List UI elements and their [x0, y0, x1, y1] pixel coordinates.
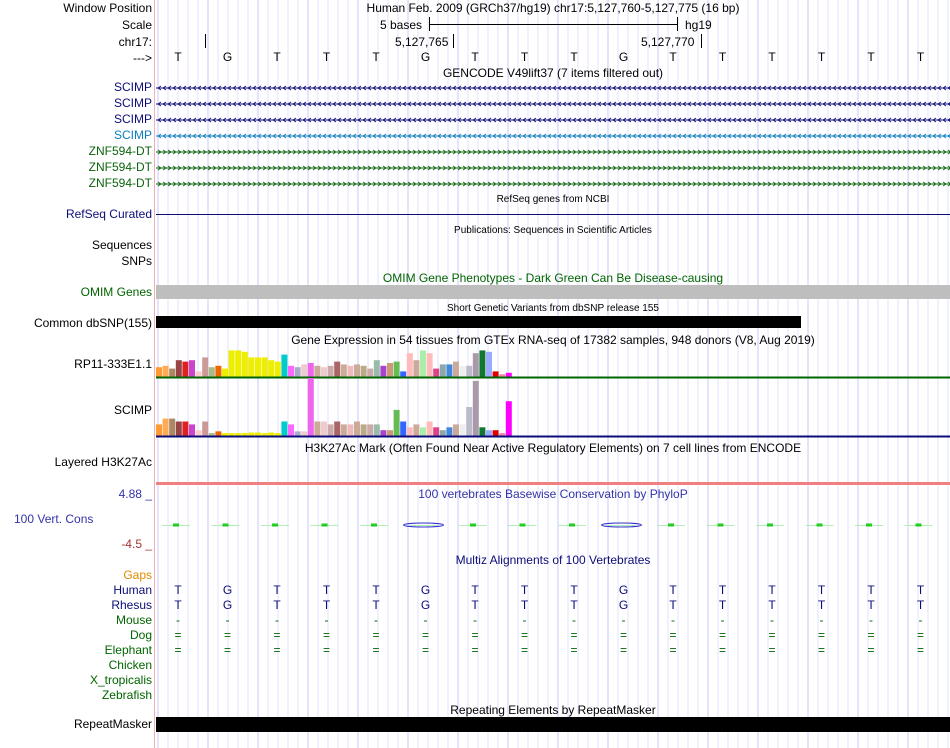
alignment-base: T: [718, 583, 727, 597]
alignment-base: =: [570, 643, 578, 657]
gtex-tissue-bar[interactable]: [394, 362, 400, 377]
base-letter: T: [273, 50, 281, 64]
alignment-base: -: [324, 613, 329, 627]
gtex-tissue-bar[interactable]: [182, 422, 188, 437]
gtex-tissue-bar[interactable]: [281, 422, 287, 437]
alignment-base: T: [322, 598, 331, 612]
gtex-tissue-bar[interactable]: [427, 422, 433, 437]
ruler-tick-2: [453, 34, 454, 48]
gtex-tissue-bar[interactable]: [169, 369, 175, 377]
scale-bar-left-tick: [429, 17, 430, 31]
phylop-min: -4.5 _: [121, 537, 152, 551]
gtex-tissue-bar[interactable]: [202, 357, 208, 377]
gtex-gene-label-1[interactable]: RP11-333E1.1: [74, 357, 152, 371]
coord-1: 5,127,765: [395, 35, 449, 49]
gtex-tissue-bar[interactable]: [189, 360, 195, 377]
gtex-tissue-bar[interactable]: [407, 427, 413, 436]
base-letter: T: [570, 50, 578, 64]
gtex-tissue-bar[interactable]: [341, 364, 347, 377]
gtex-tissue-bar[interactable]: [479, 350, 485, 377]
base-letter: T: [768, 50, 776, 64]
gtex-tissue-bar[interactable]: [248, 433, 254, 436]
alignment-base: G: [618, 598, 629, 612]
alignment-base: T: [867, 583, 875, 597]
alignment-base: T: [768, 598, 776, 612]
alignment-base: =: [372, 643, 380, 657]
alignment-base: =: [471, 643, 479, 657]
gtex-tissue-bar[interactable]: [446, 427, 452, 436]
gtex-tissue-bar[interactable]: [347, 366, 353, 377]
base-letter: G: [618, 50, 629, 64]
gtex-tissue-bar[interactable]: [374, 360, 380, 377]
alignment-base: G: [618, 583, 629, 597]
gtex-tissue-bar[interactable]: [420, 350, 426, 377]
gtex-tissue-bar[interactable]: [433, 369, 439, 377]
base-letter: T: [916, 50, 925, 64]
h3k27ac-label[interactable]: Layered H3K27Ac: [54, 455, 152, 469]
gtex-tissue-bar[interactable]: [486, 352, 492, 377]
scale-assembly: hg19: [685, 18, 712, 32]
alignment-base: =: [372, 628, 380, 642]
scale-bar: [429, 24, 678, 25]
alignment-base: -: [225, 613, 230, 627]
alignment-base: -: [522, 613, 527, 627]
alignment-base: -: [176, 613, 180, 627]
gtex-tissue-bar[interactable]: [308, 363, 314, 377]
gtex-tissue-bar[interactable]: [301, 364, 307, 377]
alignment-base: =: [520, 643, 528, 657]
gtex-tissue-bar[interactable]: [163, 366, 169, 377]
strand-label: --->: [133, 51, 152, 65]
gtex-tissue-bar[interactable]: [354, 364, 360, 377]
gtex-tissue-bar[interactable]: [176, 422, 182, 437]
species-label[interactable]: Rhesus: [111, 598, 152, 612]
gtex-tissue-bar[interactable]: [301, 431, 307, 436]
phylop-score-mark[interactable]: [817, 524, 823, 527]
base-letter: T: [669, 50, 677, 64]
alignment-base: -: [770, 613, 774, 627]
gtex-tissue-bar[interactable]: [163, 419, 169, 436]
window-position-value: Human Feb. 2009 (GRCh37/hg19) chr17:5,127,760-5,127,775 (16 bp): [366, 1, 740, 15]
gtex-track[interactable]: [156, 345, 950, 440]
gtex-tissue-bar[interactable]: [288, 424, 294, 436]
alignment-base: G: [222, 598, 233, 612]
alignment-base: -: [869, 613, 873, 627]
gtex-tissue-bar[interactable]: [413, 424, 419, 436]
species-label[interactable]: Zebrafish: [101, 688, 152, 702]
phylop-score-mark[interactable]: [173, 524, 179, 527]
alignment-base: -: [423, 613, 428, 627]
gtex-tissue-bar[interactable]: [380, 430, 386, 436]
omim-label[interactable]: OMIM Genes: [80, 285, 152, 299]
multiz-title: Multiz Alignments of 100 Vertebrates: [455, 553, 651, 567]
phylop-score-mark[interactable]: [322, 524, 328, 527]
alignment-base: =: [768, 628, 776, 642]
gtex-tissue-bar[interactable]: [479, 427, 485, 436]
ruler-tick-3: [701, 34, 702, 48]
alignment-base: =: [718, 628, 726, 642]
repeatmasker-label[interactable]: RepeatMasker: [73, 717, 152, 731]
alignment-base: =: [768, 643, 776, 657]
alignment-base: -: [572, 613, 576, 627]
gtex-tissue-bar[interactable]: [196, 371, 202, 377]
gtex-tissue-bar[interactable]: [361, 366, 367, 377]
base-letter: G: [420, 50, 431, 64]
alignment-base: T: [273, 583, 281, 597]
gtex-tissue-bar[interactable]: [400, 422, 406, 437]
chrom-label: chr17:: [118, 35, 152, 49]
gtex-tissue-bar[interactable]: [413, 360, 419, 377]
alignment-base: =: [223, 628, 231, 642]
alignment-base: -: [275, 613, 279, 627]
alignment-base: -: [621, 613, 626, 627]
gtex-tissue-bar[interactable]: [361, 424, 367, 436]
alignment-base: T: [817, 598, 826, 612]
gtex-tissue-bar[interactable]: [275, 362, 281, 377]
gtex-tissue-bar[interactable]: [473, 381, 479, 436]
gtex-tissue-bar[interactable]: [156, 424, 162, 436]
gtex-tissue-bar[interactable]: [420, 427, 426, 436]
phylop-label[interactable]: 100 Vert. Cons: [14, 512, 94, 526]
base-letter: T: [718, 50, 727, 64]
refseq-title: RefSeq genes from NCBI: [496, 194, 610, 205]
gtex-tissue-bar[interactable]: [222, 369, 228, 377]
alignment-base: T: [570, 583, 578, 597]
gtex-gene-label-2[interactable]: SCIMP: [113, 403, 152, 417]
alignment-base: -: [671, 613, 675, 627]
dbsnp-title: Short Genetic Variants from dbSNP release 155: [447, 303, 659, 314]
gtex-tissue-bar[interactable]: [433, 427, 439, 436]
gtex-tissue-bar[interactable]: [453, 424, 459, 436]
gtex-tissue-bar[interactable]: [387, 363, 393, 377]
gtex-title: Gene Expression in 54 tissues from GTEx RNA-seq of 17382 samples, 948 donors (V8, Aug 2019): [291, 333, 815, 347]
gtex-tissue-bar[interactable]: [466, 366, 472, 377]
gtex-tissue-bar[interactable]: [354, 422, 360, 437]
gtex-tissue-bar[interactable]: [374, 424, 380, 436]
gtex-tissue-bar[interactable]: [328, 366, 334, 377]
gtex-tissue-bar[interactable]: [341, 424, 347, 436]
gtex-tissue-bar[interactable]: [255, 433, 261, 436]
alignment-base: G: [420, 583, 431, 597]
alignment-base: =: [619, 643, 627, 657]
alignment-base: T: [768, 583, 776, 597]
gtex-tissue-bar[interactable]: [367, 424, 373, 436]
gtex-tissue-bar[interactable]: [506, 373, 512, 377]
gtex-tissue-bar[interactable]: [367, 369, 373, 377]
base-letter: T: [471, 50, 479, 64]
alignment-base: =: [421, 628, 429, 642]
gtex-tissue-bar[interactable]: [493, 430, 499, 436]
gtex-tissue-bar[interactable]: [235, 350, 241, 377]
phylop-score-mark[interactable]: [272, 524, 278, 527]
alignment-base: T: [916, 583, 925, 597]
gencode-item-label[interactable]: ZNF594-DT: [88, 176, 152, 190]
gencode-item-label[interactable]: SCIMP: [113, 112, 152, 126]
gtex-tissue-bar[interactable]: [440, 430, 446, 436]
gtex-tissue-bar[interactable]: [229, 350, 235, 377]
alignment-base: =: [916, 628, 924, 642]
gtex-tissue-bar[interactable]: [314, 366, 320, 377]
gtex-tissue-bar[interactable]: [288, 366, 294, 377]
gtex-tissue-bar[interactable]: [295, 367, 301, 377]
base-letter: G: [222, 50, 233, 64]
gtex-tissue-bar[interactable]: [215, 366, 221, 377]
alignment-base: =: [421, 643, 429, 657]
gtex-tissue-bar[interactable]: [466, 407, 472, 436]
window-position-label: Window Position: [63, 1, 152, 15]
phylop-score-mark[interactable]: [470, 524, 476, 527]
gtex-tissue-bar[interactable]: [321, 422, 327, 437]
gtex-tissue-bar[interactable]: [334, 362, 340, 377]
alignment-base: -: [473, 613, 477, 627]
species-label[interactable]: Chicken: [108, 658, 152, 672]
omim-title: OMIM Gene Phenotypes - Dark Green Can Be Disease-causing: [382, 271, 724, 285]
alignment-base: -: [819, 613, 824, 627]
gtex-tissue-bar[interactable]: [281, 355, 287, 377]
alignment-base: T: [372, 598, 380, 612]
phylop-score-mark[interactable]: [866, 524, 872, 527]
gtex-tissue-bar[interactable]: [268, 360, 274, 377]
dbsnp-bar[interactable]: [156, 316, 801, 328]
publications-title: Publications: Sequences in Scientific Articles: [454, 225, 652, 236]
gtex-tissue-bar[interactable]: [182, 362, 188, 377]
alignment-base: T: [322, 583, 331, 597]
gtex-tissue-bar[interactable]: [387, 430, 393, 436]
scale-label: Scale: [121, 18, 152, 32]
alignment-base: =: [174, 643, 182, 657]
base-letter: T: [174, 50, 182, 64]
gtex-tissue-bar[interactable]: [460, 424, 466, 436]
gtex-tissue-bar[interactable]: [473, 353, 479, 377]
alignment-base: =: [867, 643, 875, 657]
phylop-score-mark[interactable]: [569, 524, 575, 527]
gtex-tissue-bar[interactable]: [407, 353, 413, 377]
phylop-title: 100 vertebrates Basewise Conservation by PhyloP: [418, 487, 688, 501]
alignment-base: T: [520, 598, 529, 612]
base-letter: T: [372, 50, 380, 64]
alignment-base: =: [174, 628, 182, 642]
alignment-base: T: [867, 598, 875, 612]
base-letter: T: [322, 50, 331, 64]
scale-bar-right-tick: [677, 17, 678, 31]
species-label[interactable]: Mouse: [115, 613, 152, 627]
gtex-tissue-bar[interactable]: [308, 378, 314, 436]
alignment-base: =: [322, 643, 330, 657]
species-label[interactable]: Dog: [129, 628, 152, 642]
gtex-tissue-bar[interactable]: [394, 410, 400, 436]
gtex-tissue-bar[interactable]: [255, 357, 261, 377]
gtex-tissue-bar[interactable]: [453, 362, 459, 377]
alignment-base: T: [520, 583, 529, 597]
gtex-tissue-bar[interactable]: [347, 424, 353, 436]
alignment-base: T: [669, 583, 677, 597]
alignment-base: T: [174, 583, 182, 597]
gtex-tissue-bar[interactable]: [334, 422, 340, 437]
base-letter: T: [817, 50, 826, 64]
species-label[interactable]: Elephant: [104, 643, 152, 657]
gtex-tissue-bar[interactable]: [460, 366, 466, 377]
dbsnp-label[interactable]: Common dbSNP(155): [33, 316, 152, 330]
base-letter: T: [520, 50, 529, 64]
gtex-tissue-bar[interactable]: [446, 364, 452, 377]
phylop-score-mark[interactable]: [718, 524, 724, 527]
alignment-base: =: [718, 643, 726, 657]
alignment-base: G: [222, 583, 233, 597]
phylop-score-mark[interactable]: [767, 524, 773, 527]
alignment-base: =: [669, 643, 677, 657]
gtex-tissue-bar[interactable]: [400, 371, 406, 377]
alignment-base: -: [374, 613, 378, 627]
sequences-label[interactable]: Sequences: [91, 238, 152, 252]
snps-label[interactable]: SNPs: [121, 254, 152, 268]
species-label[interactable]: X_tropicalis: [89, 673, 152, 687]
gencode-item-label[interactable]: SCIMP: [113, 96, 152, 110]
alignment-base: -: [918, 613, 923, 627]
gencode-item-label[interactable]: ZNF594-DT: [88, 144, 152, 158]
gtex-tissue-bar[interactable]: [209, 367, 215, 377]
phylop-track[interactable]: [156, 515, 950, 535]
h3k27ac-title: H3K27Ac Mark (Often Found Near Active Regulatory Elements) on 7 cell lines from ENCODE: [304, 441, 802, 455]
alignment-base: =: [669, 628, 677, 642]
gtex-tissue-bar[interactable]: [262, 357, 268, 377]
alignment-base: =: [322, 628, 330, 642]
ruler-tick-1: [205, 34, 206, 48]
phylop-score-mark[interactable]: [371, 524, 377, 527]
alignment-base: =: [619, 628, 627, 642]
gtex-tissue-bar[interactable]: [202, 422, 208, 437]
phylop-score-mark[interactable]: [916, 524, 922, 527]
alignment-base: =: [223, 643, 231, 657]
alignment-base: =: [817, 628, 825, 642]
phylop-score-mark[interactable]: [668, 524, 674, 527]
repeatmasker-bar[interactable]: [156, 717, 950, 732]
gtex-tissue-bar[interactable]: [314, 422, 320, 437]
alignment-base: T: [372, 583, 380, 597]
gtex-tissue-bar[interactable]: [440, 364, 446, 377]
gtex-tissue-bar[interactable]: [321, 367, 327, 377]
alignment-base: =: [570, 628, 578, 642]
alignment-base: T: [273, 598, 281, 612]
gtex-tissue-bar[interactable]: [380, 366, 386, 377]
gencode-item-label[interactable]: ZNF594-DT: [88, 160, 152, 174]
alignment-base: =: [916, 643, 924, 657]
alignment-base: =: [471, 628, 479, 642]
gtex-tissue-bar[interactable]: [493, 371, 499, 377]
refseq-label[interactable]: RefSeq Curated: [65, 207, 152, 221]
alignment-base: =: [867, 628, 875, 642]
alignment-base: =: [520, 628, 528, 642]
alignment-base: T: [174, 598, 182, 612]
h3k27ac-signal[interactable]: [156, 482, 950, 485]
gencode-item-label[interactable]: SCIMP: [113, 80, 152, 94]
alignment-base: T: [471, 583, 479, 597]
omim-bar[interactable]: [156, 285, 950, 299]
phylop-score-mark[interactable]: [520, 524, 526, 527]
gtex-tissue-bar[interactable]: [169, 419, 175, 436]
base-letter: T: [867, 50, 875, 64]
gtex-tissue-bar[interactable]: [486, 430, 492, 436]
gtex-tissue-bar[interactable]: [189, 424, 195, 436]
phylop-score-mark[interactable]: [223, 524, 229, 527]
gtex-tissue-bar[interactable]: [506, 401, 512, 436]
alignment-base: =: [817, 643, 825, 657]
scale-text: 5 bases: [380, 18, 423, 32]
gtex-tissue-bar[interactable]: [196, 430, 202, 436]
alignment-base: =: [273, 628, 281, 642]
repeatmasker-title: Repeating Elements by RepeatMasker: [450, 703, 656, 717]
gtex-tissue-bar[interactable]: [176, 360, 182, 377]
gtex-tissue-bar[interactable]: [248, 357, 254, 377]
gencode-track[interactable]: [156, 80, 950, 192]
gtex-tissue-bar[interactable]: [215, 431, 221, 436]
coord-2: 5,127,770: [641, 35, 695, 49]
alignment-base: T: [817, 583, 826, 597]
alignment-base: T: [471, 598, 479, 612]
alignment-base: T: [718, 598, 727, 612]
alignment-base: G: [420, 598, 431, 612]
gtex-tissue-bar[interactable]: [268, 433, 274, 436]
phylop-max: 4.88 _: [118, 487, 152, 501]
alignment-base: T: [916, 598, 925, 612]
species-label[interactable]: Human: [113, 583, 152, 597]
alignment-base: T: [669, 598, 677, 612]
alignment-base: -: [720, 613, 725, 627]
gencode-item-label[interactable]: SCIMP: [113, 128, 152, 142]
gtex-tissue-bar[interactable]: [156, 367, 162, 377]
gaps-label: Gaps: [123, 568, 152, 582]
gtex-tissue-bar[interactable]: [242, 352, 248, 377]
alignment-base: =: [273, 643, 281, 657]
gencode-title: GENCODE V49lift37 (7 items filtered out): [442, 66, 664, 80]
gtex-tissue-bar[interactable]: [427, 353, 433, 377]
gtex-tissue-bar[interactable]: [328, 424, 334, 436]
alignment-base: T: [570, 598, 578, 612]
refseq-line[interactable]: [156, 214, 950, 215]
gtex-tissue-bar[interactable]: [295, 431, 301, 436]
